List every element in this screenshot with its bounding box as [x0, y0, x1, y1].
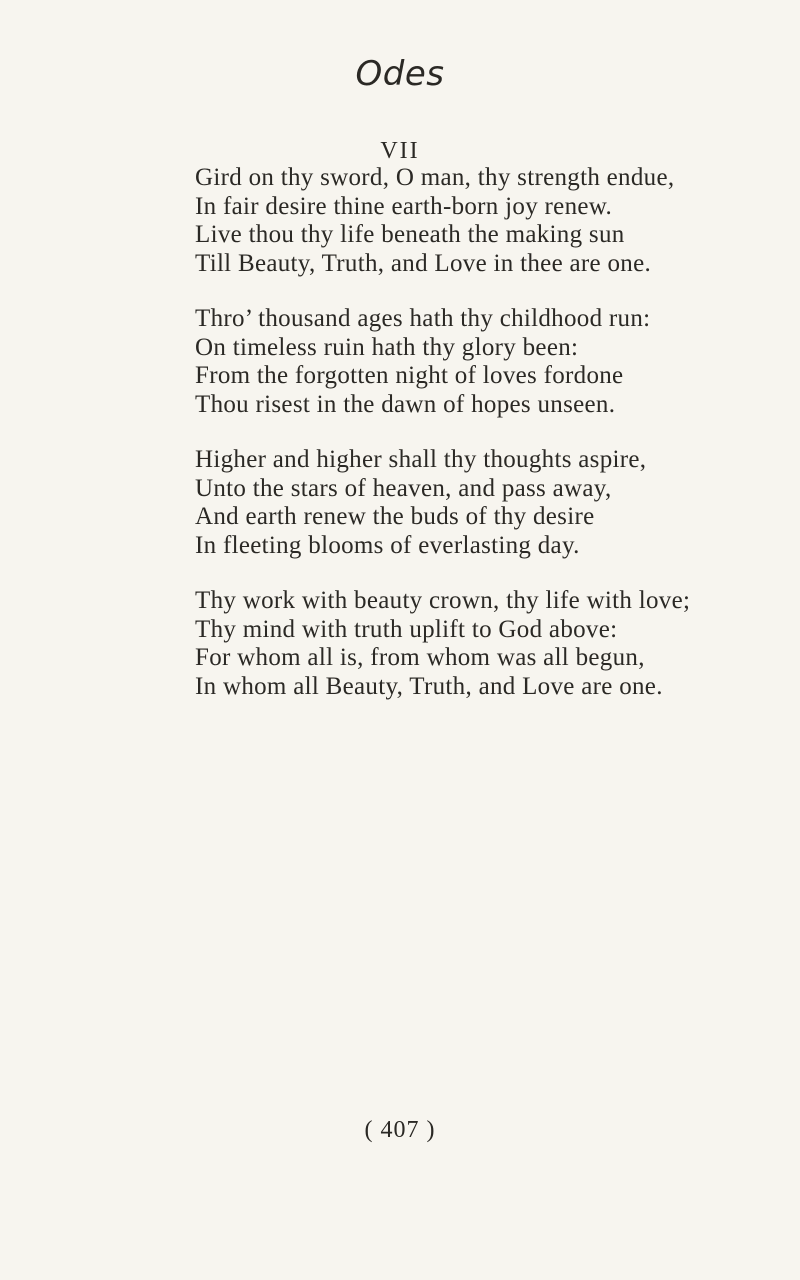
- section-number: VII: [380, 138, 420, 164]
- poem-line: Thro’ thousand ages hath thy childhood run:: [195, 305, 651, 332]
- poem-line: Thy work with beauty crown, thy life with love;: [195, 587, 691, 614]
- poem-line: In whom all Beauty, Truth, and Love are one.: [195, 672, 663, 700]
- stanza: [195, 305, 795, 419]
- stanza: [195, 446, 795, 560]
- poem-line: On timeless ruin hath thy glory been:: [195, 333, 579, 361]
- poem-line: Higher and higher shall thy thoughts aspire,: [195, 446, 647, 473]
- poem-line: From the forgotten night of loves fordone: [195, 362, 624, 389]
- stanza: [195, 587, 795, 701]
- poem-line: In fair desire thine earth-born joy renew.: [195, 192, 613, 220]
- poem-line: Thy mind with truth uplift to God above:: [195, 615, 618, 643]
- running-head: Odes: [355, 54, 445, 94]
- poem-line: Live thou thy life beneath the making sun: [195, 221, 625, 248]
- stanza: [195, 164, 795, 278]
- poem-line: In fleeting blooms of everlasting day.: [195, 531, 580, 559]
- poem-body: [195, 164, 795, 728]
- poem-line: And earth renew the buds of thy desire: [195, 503, 595, 530]
- page-number: ( 407 ): [364, 1117, 436, 1143]
- poem-line: Gird on thy sword, O man, thy strength endue,: [195, 164, 675, 191]
- poem-line: Till Beauty, Truth, and Love in thee are one.: [195, 249, 652, 277]
- poem-line: For whom all is, from whom was all begun,: [195, 644, 645, 671]
- poem-line: Unto the stars of heaven, and pass away,: [195, 474, 612, 502]
- poem-line: Thou risest in the dawn of hopes unseen.: [195, 390, 616, 418]
